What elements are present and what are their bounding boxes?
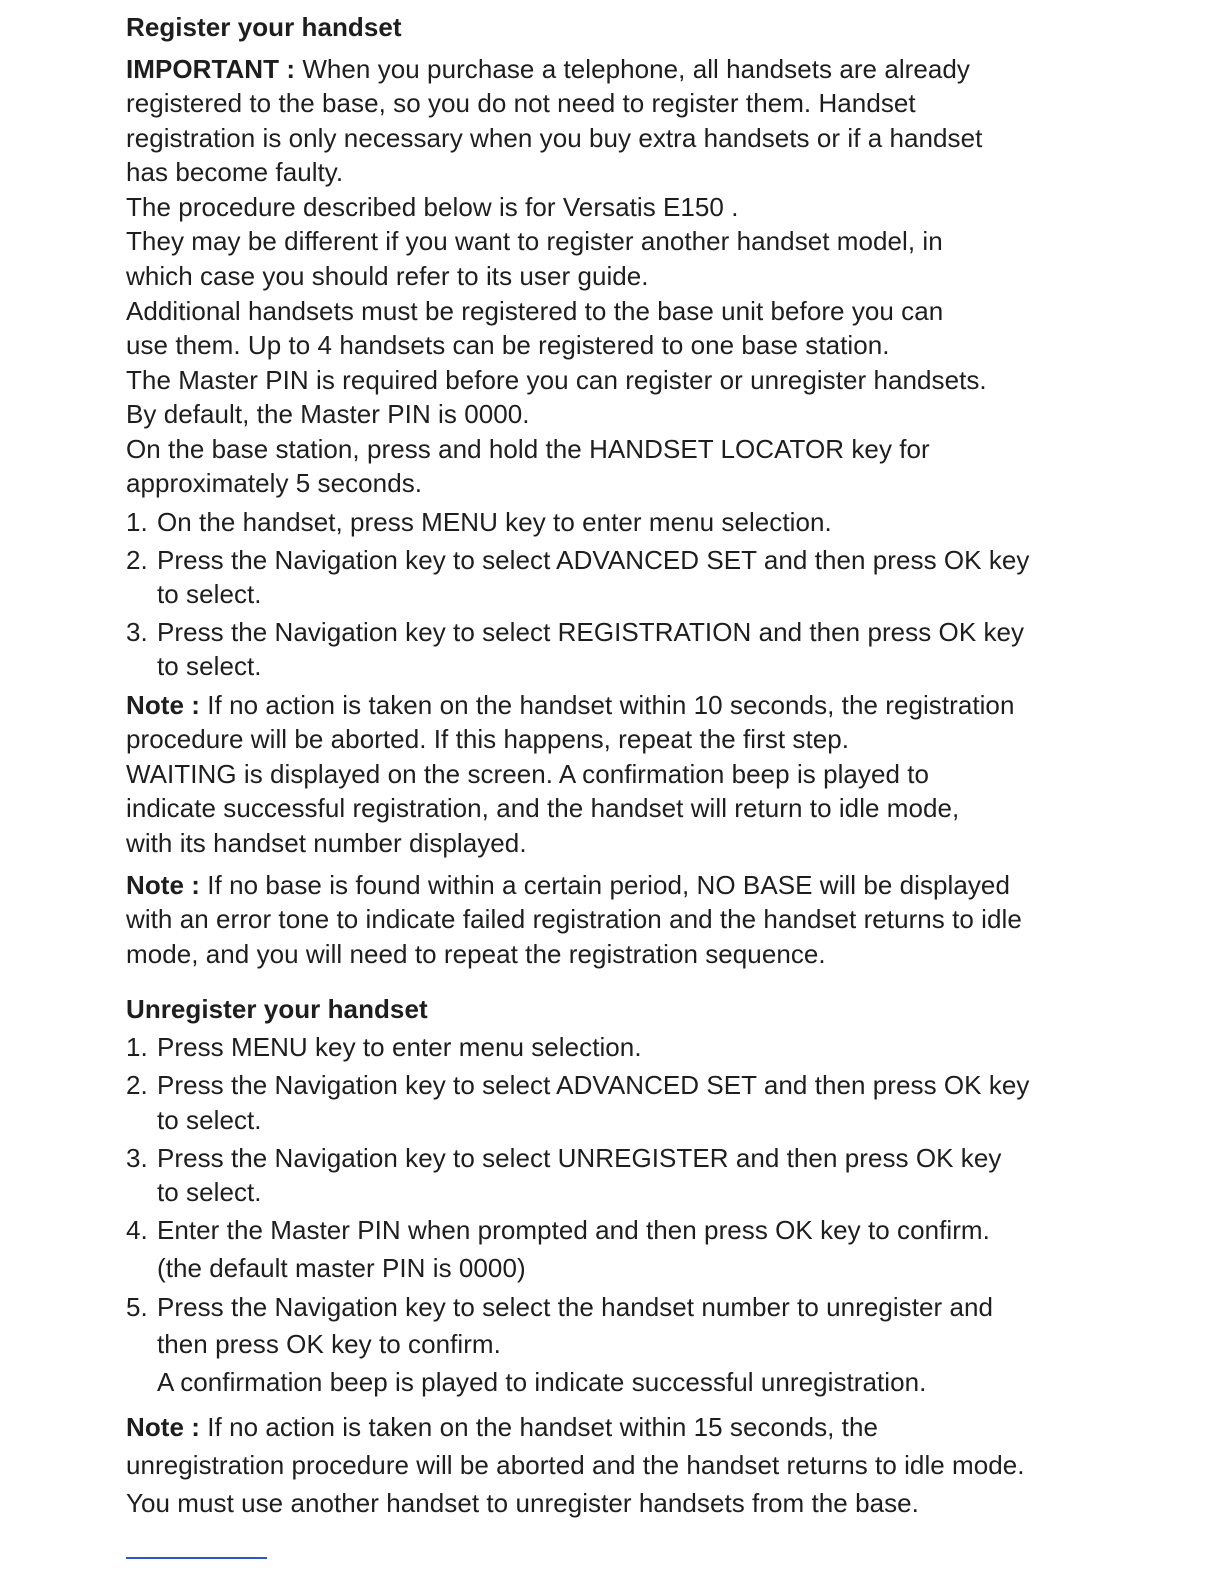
body-line: approximately 5 seconds. [126,468,423,498]
register-step-2-cont: to select. [157,579,262,609]
unregister-step-3: 3. Press the Navigation key to select UNREGISTER and then press OK key [126,1143,1002,1173]
note-2-line-3: mode, and you will need to repeat the registration sequence. [126,939,826,969]
unregister-step-2-cont: to select. [157,1105,262,1135]
note-label: Note : [126,870,200,900]
unregister-step-5-cont: then press OK key to confirm. [157,1329,501,1359]
register-step-3-cont: to select. [157,651,262,681]
body-line: On the base station, press and hold the HANDSET LOCATOR key for [126,434,930,464]
unregister-note-line-1: Note : If no action is taken on the handset within 15 seconds, the [126,1412,878,1442]
note-2-line-2: with an error tone to indicate failed registration and the handset returns to idle [126,904,1022,934]
note-2-line-1: Note : If no base is found within a certain period, NO BASE will be displayed [126,870,1010,900]
body-line: The procedure described below is for Versatis E150 . [126,192,739,222]
unregister-step-4-cont: (the default master PIN is 0000) [157,1253,526,1283]
register-heading: Register your handset [126,12,402,42]
note-label: Note : [126,1412,200,1442]
note-label: Note : [126,690,200,720]
unregister-step-3-cont: to select. [157,1177,262,1207]
important-label: IMPORTANT : [126,54,296,84]
note-1-line-2: procedure will be aborted. If this happens, repeat the first step. [126,724,850,754]
unregister-note-line-2: unregistration procedure will be aborted and the handset returns to idle mode. [126,1450,1025,1480]
important-line-4: has become faulty. [126,157,344,187]
waiting-line: indicate successful registration, and the handset will return to idle mode, [126,793,960,823]
body-line: By default, the Master PIN is 0000. [126,399,530,429]
waiting-line: WAITING is displayed on the screen. A confirmation beep is played to [126,759,930,789]
register-step-3: 3. Press the Navigation key to select REGISTRATION and then press OK key [126,617,1025,647]
important-line-1: IMPORTANT : When you purchase a telephone, all handsets are already [126,54,970,84]
unregister-step-2: 2. Press the Navigation key to select ADVANCED SET and then press OK key [126,1070,1030,1100]
body-line: use them. Up to 4 handsets can be registered to one base station. [126,330,890,360]
body-line: which case you should refer to its user guide. [126,261,649,291]
important-line-3: registration is only necessary when you buy extra handsets or if a handset [126,123,983,153]
unregister-step-1: 1. Press MENU key to enter menu selection. [126,1032,642,1062]
unregister-heading: Unregister your handset [126,994,428,1024]
register-step-2: 2. Press the Navigation key to select ADVANCED SET and then press OK key [126,545,1030,575]
body-line: They may be different if you want to register another handset model, in [126,226,943,256]
register-step-1: 1. On the handset, press MENU key to enter menu selection. [126,507,832,537]
waiting-line: with its handset number displayed. [126,828,527,858]
unregister-note-line-3: You must use another handset to unregister handsets from the base. [126,1488,919,1518]
note-1-line-1: Note : If no action is taken on the handset within 10 seconds, the registration [126,690,1015,720]
unregister-step-4: 4. Enter the Master PIN when prompted and then press OK key to confirm. [126,1215,990,1245]
body-line: Additional handsets must be registered to the base unit before you can [126,296,944,326]
footer-rule [126,1557,267,1559]
important-line-2: registered to the base, so you do not need to register them. Handset [126,88,916,118]
unregister-step-5: 5. Press the Navigation key to select the handset number to unregister and [126,1292,994,1322]
unregister-step-5-cont2: A confirmation beep is played to indicate successful unregistration. [157,1367,927,1397]
body-line: The Master PIN is required before you can register or unregister handsets. [126,365,987,395]
